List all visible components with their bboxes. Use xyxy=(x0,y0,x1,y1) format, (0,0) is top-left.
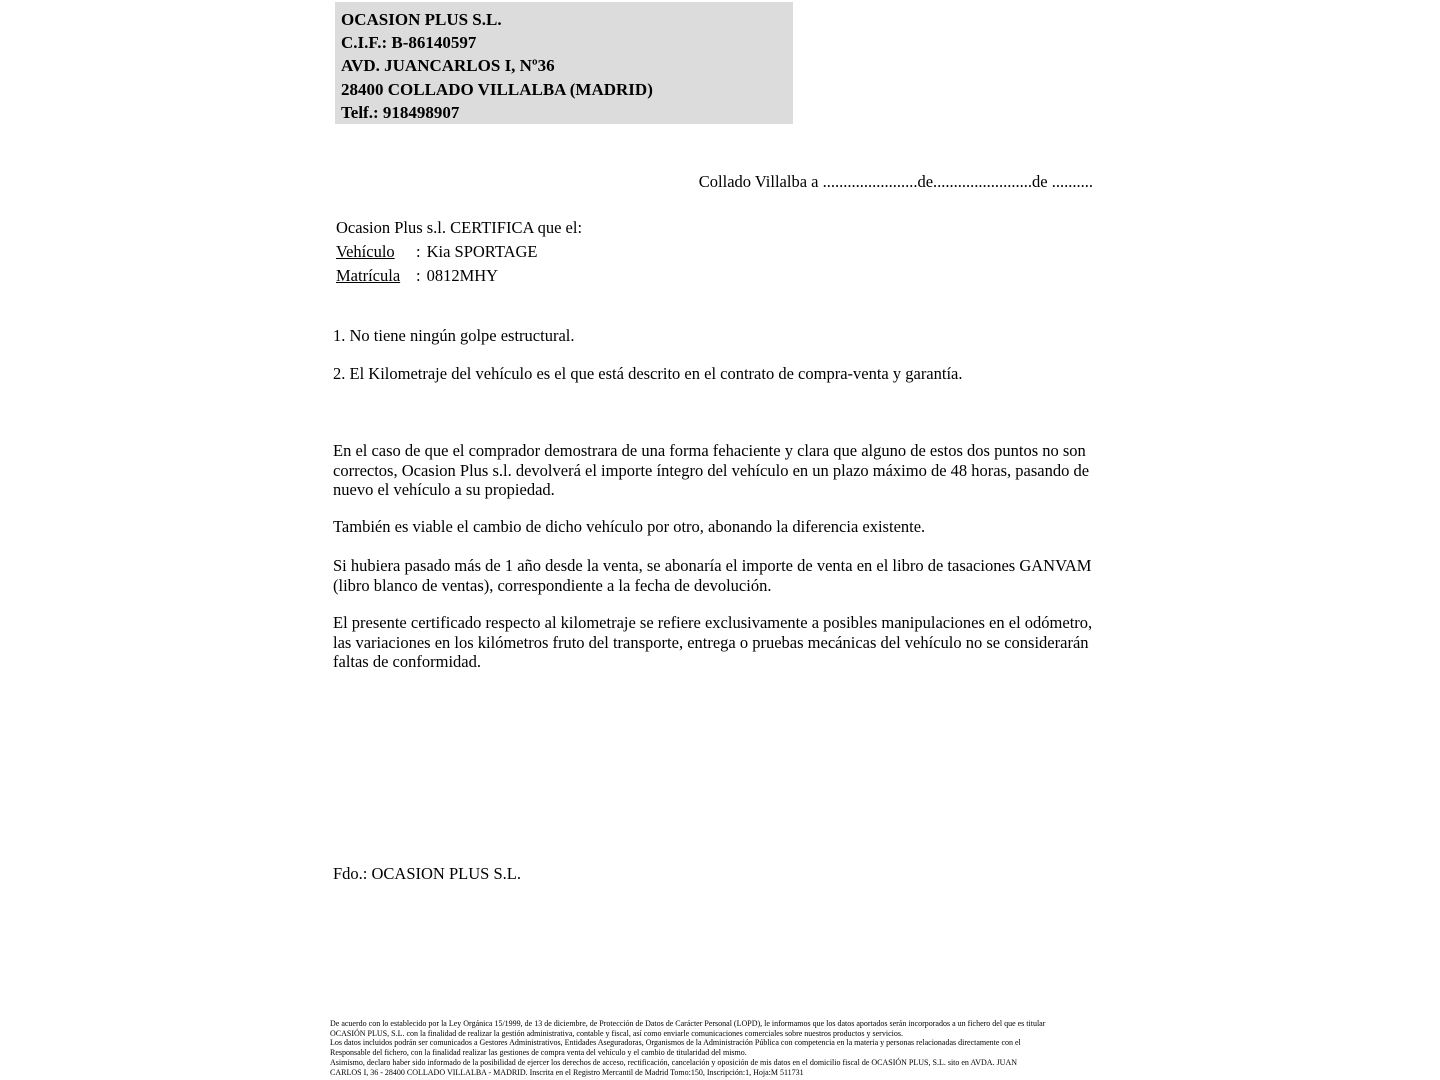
company-address: AVD. JUANCARLOS I, Nº36 xyxy=(341,56,555,76)
plate-field-separator: : xyxy=(416,266,421,285)
certification-block xyxy=(336,216,582,288)
legal-footer-line: CARLOS I, 36 - 28400 COLLADO VILLALBA - MADRID. Inscrita en el Registro Mercantil de Madrid Tomo:150, Inscripción:1, Hoja:M 511731 xyxy=(330,1067,804,1077)
numbered-point-2: 2. El Kilometraje del vehículo es el que está descrito en el contrato de compra-venta y garantía. xyxy=(333,364,963,383)
legal-footer xyxy=(330,1019,1120,1077)
company-header-block xyxy=(335,2,793,124)
company-cif: C.I.F.: B-86140597 xyxy=(341,33,477,53)
vehicle-field-label: Vehículo xyxy=(336,242,395,261)
legal-footer-line: Los datos incluidos podrán ser comunicados a Gestores Administrativos, Entidades Aseguradoras, Organismos de la Administración Pública con competencia en la materia y personas relacionadas directamente con el xyxy=(330,1038,1021,1048)
paragraph-exchange-option: También es viable el cambio de dicho vehículo por otro, abonando la diferencia existente. xyxy=(333,517,926,536)
certification-intro: Ocasion Plus s.l. CERTIFICA que el: xyxy=(336,218,583,237)
company-city: 28400 COLLADO VILLALBA (MADRID) xyxy=(341,79,653,99)
company-name: OCASION PLUS S.L. xyxy=(341,10,502,29)
vehicle-field-value: Kia SPORTAGE xyxy=(426,242,538,261)
plate-field-label: Matrícula xyxy=(336,266,401,285)
vehicle-field-row xyxy=(336,240,582,264)
numbered-point-1: 1. No tiene ningún golpe estructural. xyxy=(333,326,575,345)
paragraph-refund-terms: En el caso de que el comprador demostrara de una forma fehaciente y clara que alguno de estos dos puntos no son correctos, Ocasion Plus s.l. devolverá el importe íntegro del vehículo en un plazo máximo de 48 horas, pasando de nuevo el vehículo a su propiedad. xyxy=(333,441,1090,500)
date-line: Collado Villalba a .......................de........................de .......... xyxy=(698,172,1093,191)
paragraph-odometer-disclaimer: El presente certificado respecto al kilometraje se refiere exclusivamente a posibles manipulaciones en el odómetro, las variaciones en los kilómetros fruto del transporte, entrega o pruebas mecánicas del vehículo no se considerarán faltas de conformidad. xyxy=(333,613,1093,672)
legal-footer-line: Responsable del fichero, con la finalidad realizar las gestiones de compra venta del vehículo y el cambio de titularidad del mismo. xyxy=(330,1048,747,1058)
signature-line: Fdo.: OCASION PLUS S.L. xyxy=(333,864,521,883)
legal-footer-line: Asimismo, declaro haber sido informado de la posibilidad de ejercer los derechos de acceso, rectificación, cancelación y oposición de mis datos en el domicilio fiscal de OCASIÓN PLUS, S.L. sito en AVDA. JUAN xyxy=(330,1057,1018,1067)
plate-field-value: 0812MHY xyxy=(426,266,499,285)
company-phone: Telf.: 918498907 xyxy=(341,102,460,122)
legal-footer-line: De acuerdo con lo establecido por la Ley Orgánica 15/1999, de 13 de diciembre, de Protección de Datos de Carácter Personal (LOPD), le informamos que los datos aportados serán incorporados a un fichero del que es titular xyxy=(330,1019,1046,1028)
vehicle-field-separator: : xyxy=(416,242,421,261)
paragraph-ganvam-valuation: Si hubiera pasado más de 1 año desde la venta, se abonaría el importe de venta en el libro de tasaciones GANVAM (libro blanco de ventas), correspondiente a la fecha de devolución. xyxy=(333,556,1092,595)
legal-footer-line: OCASIÓN PLUS, S.L. con la finalidad de realizar la gestión administrativa, contable y fiscal, así como enviarle comunicaciones comerciales sobre nuestros productos y servicios. xyxy=(330,1028,903,1038)
plate-field-row xyxy=(336,264,582,288)
